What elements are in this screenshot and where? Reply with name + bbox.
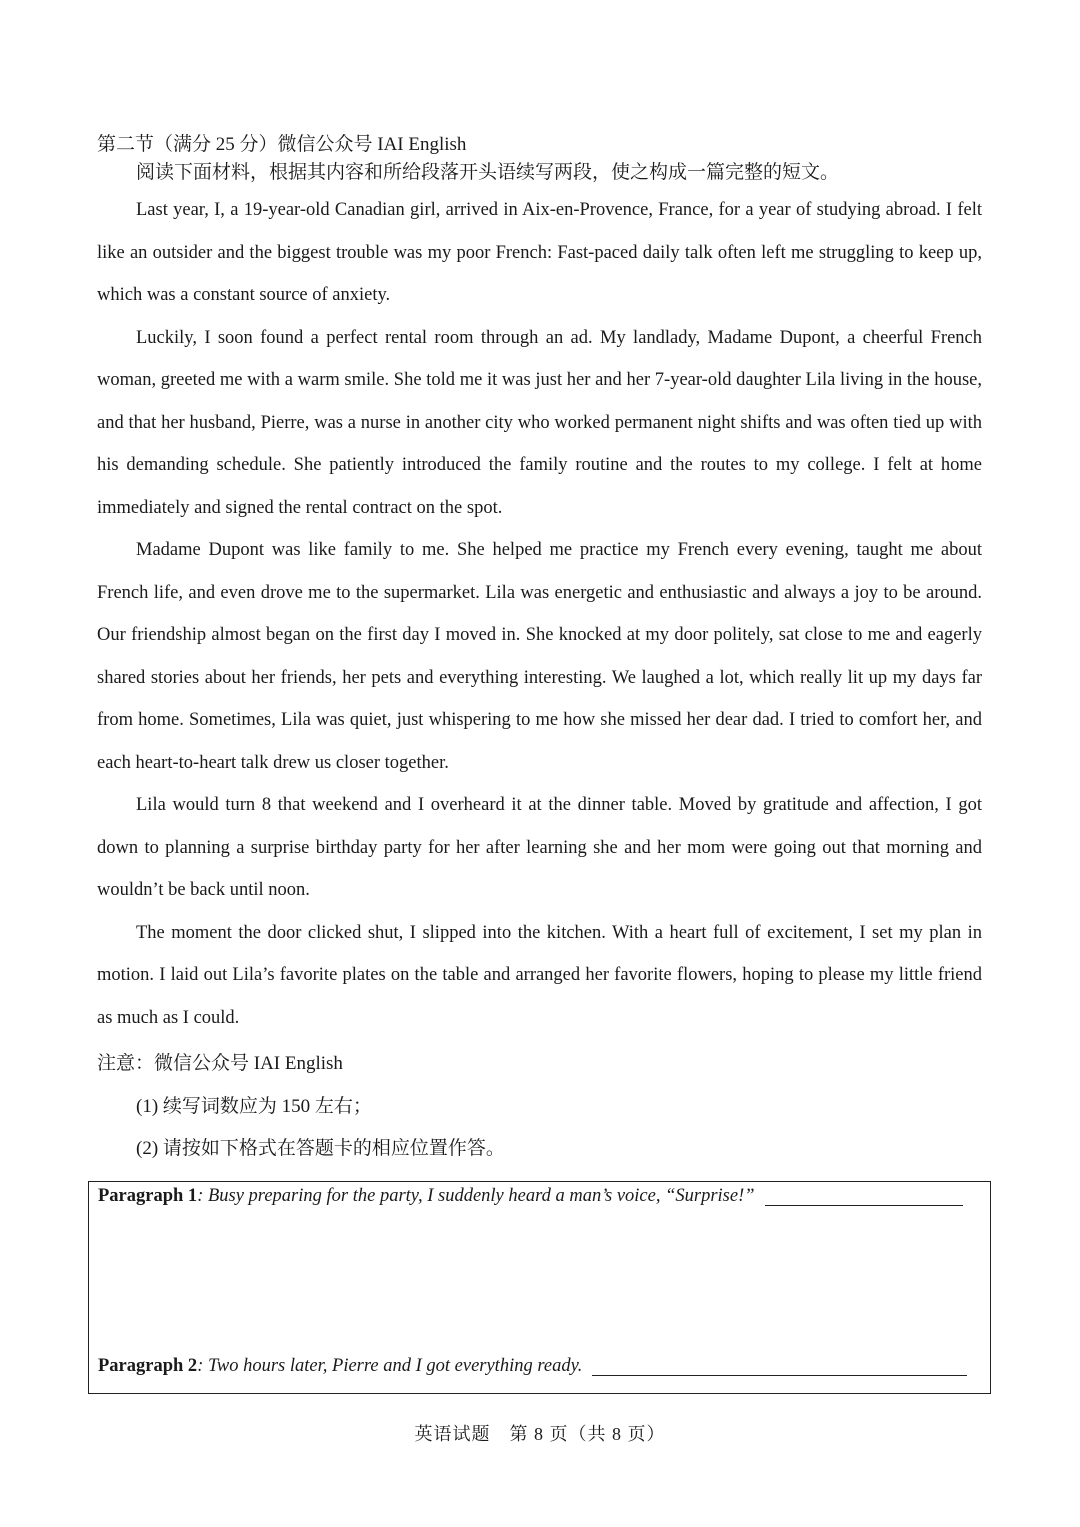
passage-paragraph-5: The moment the door clicked shut, I slipped into the kitchen. With a heart full of excitement, I set my plan in motion. I laid out Lila’s favorite plates on the table and arranged her favorite flowers, hoping to please my little friend as much as I could. [97, 922, 982, 1028]
paragraph-2-label: Paragraph 2 [98, 1356, 198, 1376]
passage-paragraph-3: Madame Dupont was like family to me. She helped me practice my French every evening, taught me about French life, and even drove me to the supermarket. Lila was energetic and enthusiastic and always a joy to be around. Our friendship almost began on the first day I moved in. She knocked at my door politely, sat close to me and eagerly shared stories about her friends, her pets and everything interesting. We laughed a lot, which really lit up my days far from home. Sometimes, Lila was quiet, just whispering to me how she missed her dear dad. I tried to comfort her, and each heart-to-heart talk drew us closer together. [97, 540, 982, 773]
note-item-1: (1) 续写词数应为 150 左右； [136, 1095, 372, 1117]
section-instruction: 阅读下面材料，根据其内容和所给段落开头语续写两段，使之构成一篇完整的短文。 [136, 162, 840, 183]
section-title: 第二节（满分 25 分）微信公众号 IAI English [97, 134, 467, 155]
paragraph-1-label: Paragraph 1 [98, 1186, 198, 1206]
paragraph-1-text: : Busy preparing for the party, I suddenly heard a man’s voice, “Surprise!” [197, 1186, 755, 1206]
answer-box [88, 1181, 991, 1394]
passage-paragraph-4: Lila would turn 8 that weekend and I overheard it at the dinner table. Moved by gratitude and affection, I got down to planning a surprise birthday party for her after learning she and her mom were going out that morning and wouldn’t be back until noon. [97, 795, 982, 900]
notes-section [97, 1043, 982, 1171]
paragraph-1-prompt [98, 1184, 963, 1208]
paragraph-1-answer-line[interactable] [765, 1204, 963, 1206]
note-item-2: (2) 请按如下格式在答题卡的相应位置作答。 [136, 1138, 505, 1159]
paragraph-2-answer-line[interactable] [592, 1374, 967, 1376]
paragraph-2-prompt [98, 1354, 967, 1378]
passage-paragraph-1: Last year, I, a 19-year-old Canadian girl, arrived in Aix-en-Provence, France, for a year of studying abroad. I felt like an outsider and the biggest trouble was my poor French: Fast-paced daily talk often left me struggling to keep up, which was a constant source of anxiety. [97, 200, 982, 305]
passage-paragraph-2: Luckily, I soon found a perfect rental room through an ad. My landlady, Madame Dupont, a cheerful French woman, greeted me with a warm smile. She told me it was just her and her 7-year-old daughter Lila living in the house, and that her husband, Pierre, was a nurse in another city who worked permanent night shifts and was often tied up with his demanding schedule. She patiently introduced the family routine and the routes to my college. I felt at home immediately and signed the rental contract on the spot. [97, 327, 982, 518]
notes-heading: 注意：微信公众号 IAI English [97, 1053, 343, 1074]
paragraph-2-text: : Two hours later, Pierre and I got everything ready. [197, 1356, 583, 1376]
page-footer: 英语试题 第 8 页（共 8 页） [414, 1424, 666, 1444]
reading-passage [97, 189, 982, 1039]
